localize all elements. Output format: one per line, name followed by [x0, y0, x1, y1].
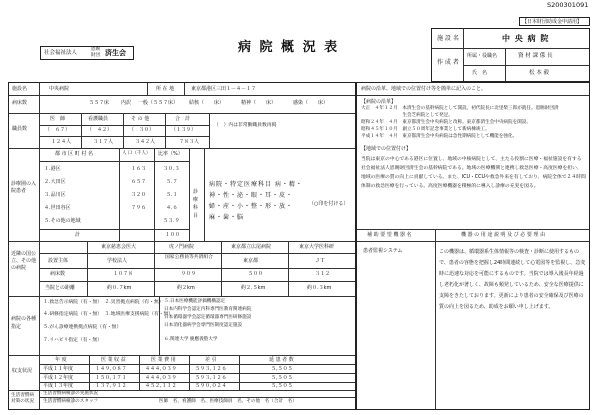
- org-name: 済生会: [105, 49, 126, 57]
- neighbor-r2-c1: 約０.７km: [107, 285, 132, 291]
- list-item: 昭和４５年１０月 創立５０周年記念事業として新病棟竣工。: [361, 127, 490, 132]
- neighbor-h3: 東京都立広尾病院: [231, 244, 272, 250]
- main-table-left: [8, 82, 356, 410]
- function-extra-2: 日本内科学会認定内科専門医教育関連病院: [164, 307, 252, 312]
- beds-item-infect: 感染（ 床）: [293, 100, 329, 106]
- grant-label-text: 【日本財団助成金申請用】: [522, 19, 583, 25]
- facility-label: 施 設 名: [437, 35, 459, 42]
- list-item: １.港区: [44, 166, 61, 172]
- function-extra-4: 日本消化器病学会専門医制度認定施設: [164, 323, 243, 328]
- neighbor-h2: 虎ノ門病院: [169, 244, 195, 250]
- region-role-label: 【地域での位置付け】: [361, 146, 412, 152]
- function-item-2: ４.研修指定病院（有・無） ３.地域医療支援病院（有・無）: [43, 312, 174, 317]
- table-row: 平成１１年度: [43, 366, 74, 372]
- patients-h-city: 都 市 区 町 村 名: [55, 151, 93, 157]
- patients-h-pop: 人 口（千人）: [122, 151, 151, 156]
- staff-r2-nurse: ３１７人: [93, 139, 114, 145]
- welfare-label: 生活習慣病対策の状況: [11, 393, 34, 404]
- neighbor-r2-c4: 約０.３km: [307, 285, 332, 291]
- hospital-name-value: 中央病院: [49, 86, 70, 92]
- table-row: ５９３,１２６: [195, 366, 227, 372]
- author-role-label: 所属・役職名: [467, 53, 498, 59]
- staff-label: 職員数: [12, 126, 28, 132]
- patients-total-value: １００: [165, 232, 181, 238]
- list-item: ３２０: [131, 192, 147, 198]
- staff-r1-other: （ ３０）: [129, 127, 155, 133]
- list-item: 生会芝病院として発足。: [361, 113, 453, 118]
- neighbor-r1-c2: ９０９: [181, 271, 197, 277]
- equipment-reason: この機器は、循環器系生体情報等の検査・診断に使用するもので、患者の容態を把握し24時間連続して心電図等を監視し、急変時に迅速な対応を可能にするものです。当院では導入後長年経過し老朽化が著しく、故障も頻発しているため、安全な医療提供に支障をきたしております。更新により患者の安全確保及び医療の質の向上を図るため、助成をお願い申し上げます。: [439, 249, 586, 310]
- table-row: 平成１２年度: [43, 375, 74, 381]
- list-item: 大正 ４年１２月 本済生会の基幹病院として開設。初代院長に北里柴三郎が就任。恩賜財団済: [361, 106, 559, 111]
- staff-r2-other: ３４２人: [135, 139, 156, 145]
- list-item: ３０.３: [163, 166, 180, 172]
- staff-h-other: そ の 他: [131, 116, 150, 122]
- staff-r1-nurse: （ ４２）: [87, 127, 113, 133]
- history-label: 【病院の沿革】: [361, 99, 397, 105]
- list-item: ３.品川区: [44, 192, 66, 198]
- org-kind-bottom: 財団: [91, 53, 100, 58]
- org-kind-top: 恩賜: [91, 47, 100, 52]
- list-item: 平成１４年 ４月 東京都済生会中央病院は急性期病院として機能を強化。: [361, 134, 518, 139]
- beds-item-tb: 結核（ 床）: [189, 100, 225, 106]
- neighbor-r0-label: 設置主体: [48, 258, 69, 264]
- neighbor-r0-c3: 東京都: [243, 258, 259, 264]
- facility-value: 中 央 病 院: [502, 34, 550, 43]
- departments-note: （○印を付ける）: [309, 201, 349, 207]
- function-extra-3: 日本循環器学会認定循環器専門医研修施設: [164, 315, 252, 320]
- author-name-label: 氏 名: [472, 70, 488, 76]
- equipment-header-left: 補 助 要 望 機 器 名: [367, 232, 412, 238]
- author-role-value: 資 材 課 係 長: [518, 53, 553, 59]
- table-row: １４９,０８７: [95, 366, 127, 372]
- table-row: ５９０,０２４: [195, 383, 227, 389]
- departments-label: 診療科目: [193, 189, 199, 219]
- list-item: ７９６: [131, 205, 147, 211]
- hospital-name-label: 施設名: [12, 86, 28, 92]
- staff-r1-doctor: （ ６７）: [45, 127, 71, 133]
- neighbor-r0-c4: ＪＴ: [315, 258, 326, 264]
- doc-id: S200301091: [547, 1, 589, 9]
- neighbor-r1-label: 病床数: [50, 271, 66, 277]
- table-row: １５０,１７１: [95, 375, 127, 381]
- finance-h-patients: 延 患 者 数: [269, 357, 294, 363]
- list-item: ５３.９: [163, 218, 180, 224]
- org-prefix: 社会福祉法人: [44, 50, 78, 56]
- staff-r1-total: （１３９）: [171, 127, 197, 133]
- hospital-addr-value: 東京都港区三田１－４－１７: [191, 86, 257, 92]
- patients-total-label: 計: [75, 232, 81, 238]
- neighbor-r1-c3: ５００: [248, 271, 264, 277]
- list-item: １６３: [131, 166, 147, 172]
- grant-label: [519, 17, 590, 26]
- table-row: ５,５０５: [271, 375, 293, 381]
- departments-text: 病院・特定医療科目 病・精・神・性・泌・眼・耳・皮・婦・産・小・整・形・放・麻・歯・脳: [209, 181, 303, 221]
- staff-r2-total: ７８３人: [179, 139, 200, 145]
- list-item: ５.１: [166, 192, 178, 198]
- staff-h-total: 合 計: [175, 116, 191, 122]
- functions-label: 病院の各種指定: [11, 316, 37, 330]
- finance-h-cost: 医 業 費 用: [151, 357, 176, 363]
- region-role-title: 病院の沿革、地域での位置付け等を簡単に記入のこと。: [361, 86, 487, 92]
- hospital-addr-label: 所 在 地: [156, 86, 175, 92]
- neighbor-r1-c1: １０７８: [113, 271, 134, 277]
- neighbor-r0-c1: 学校法人: [107, 258, 128, 264]
- neighbor-h1: 東京慈恵会医大: [101, 244, 137, 250]
- list-item: ４.６: [166, 205, 178, 211]
- welfare-row-1: 生活習慣病検診の実施状況: [43, 391, 99, 396]
- finance-h-rev: 医 業 収 益: [101, 357, 126, 363]
- beds-item-psych: 精神（ 床）: [241, 100, 277, 106]
- author-label: 作 成 者: [437, 59, 459, 66]
- neighbor-h4: 東京大学医科研: [299, 244, 335, 250]
- neighbor-r2-label: 当院との距離: [45, 285, 76, 291]
- header-info-table: [431, 28, 590, 82]
- list-item: ５.７: [166, 179, 178, 185]
- table-row: ４４４,０３９: [145, 375, 177, 381]
- function-item-3: ５.がん診療連携拠点病院（有・無）: [43, 325, 122, 330]
- finance-label: 収支状況: [12, 368, 33, 374]
- equipment-header-right: 機 器 の 用 途 説 明 及 び 必 要 理 由: [461, 232, 546, 238]
- patients-label: 診療圏の入院患者: [11, 181, 37, 194]
- beds-breakdown-label: 内訳: [121, 100, 132, 106]
- list-item: ５.その他の地域: [44, 218, 81, 224]
- beds-total: ５５７床: [89, 100, 110, 106]
- beds-item-general: 一般（５５７床）: [138, 100, 179, 106]
- table-row: ５９３,１２６: [195, 375, 227, 381]
- function-item-1: １.救急告示病院（有・無） ２.災害拠点病院（有・無）: [43, 300, 164, 305]
- function-extra-1: ５.日本医療機能評価機構認定: [164, 299, 226, 304]
- finance-h-diff: 差 引: [205, 357, 217, 363]
- table-row: ５,５０５: [271, 366, 293, 372]
- neighbor-r0-c2: 国家公務員等共済組合: [165, 255, 213, 260]
- welfare-row-2: 生活習慣病検診のスタッフ: [43, 399, 99, 404]
- list-item: ４.世田谷区: [44, 205, 71, 211]
- patients-rows: [39, 163, 189, 229]
- staff-h-nurse: 看護職員: [88, 116, 109, 122]
- neighbors-label: 近隣の国公立、その他の病院: [11, 251, 37, 271]
- patients-h-ratio: 比率（%）: [158, 151, 183, 157]
- table-row: １３７,９１２: [95, 383, 127, 389]
- page-title: 病 院 概 況 表: [238, 40, 340, 55]
- main-table-right: [356, 82, 590, 410]
- author-name-value: 松 本 毅: [529, 70, 549, 76]
- table-row: ５,５０５: [271, 383, 293, 389]
- list-item: ２.大田区: [44, 179, 66, 185]
- region-role-text: 当院は東京の中心である港区に位置し、地域の中核病院として、主たる役割に医療・福祉施設を有する社会福祉法人恩賜財団済生会の基幹病院である。地域の医療機関と連携し救急医療・高度医療を担い、地域の医療の質の向上に貢献している。また、ICU・CCUや救急外来を有しており、病院全体で２４時間体制の救急医療を行っている。高度医療機器を積極的に導入し診療の充実を図る。: [361, 157, 586, 189]
- org-box: [40, 46, 134, 60]
- function-item-4: ７.リハビリ指定（有・無）: [43, 338, 102, 343]
- equipment-item: 患者監視システム: [363, 248, 403, 254]
- list-item: ６５７: [131, 179, 147, 185]
- function-extra-5: ６.関連大学 慶應義塾大学: [164, 337, 218, 342]
- neighbor-r1-c4: ３１２: [315, 271, 331, 277]
- table-row: 平成１３年度: [43, 383, 74, 389]
- table-row: ４４４,０３９: [145, 366, 177, 372]
- neighbor-r2-c2: 約２km: [177, 285, 195, 291]
- list-item: 昭和２４年 ４月 東京都済生会中央病院と改称。東京都済生会中央病院を開設。: [361, 120, 531, 125]
- neighbor-r2-c3: 約２.５km: [241, 285, 266, 291]
- staff-r2-doctor: １２４人: [51, 139, 72, 145]
- staff-note: （ ）内は非常勤職員数再掲: [214, 123, 277, 128]
- welfare-footer: 医師 名、看護師 名、医療技師員 名、その他 名（合計 名）: [159, 399, 297, 404]
- table-row: ４５２,１１２: [145, 383, 177, 389]
- beds-label: 病床数: [12, 100, 28, 106]
- finance-h-year: 年 度: [55, 357, 67, 363]
- staff-h-doctor: 医 師: [50, 116, 66, 122]
